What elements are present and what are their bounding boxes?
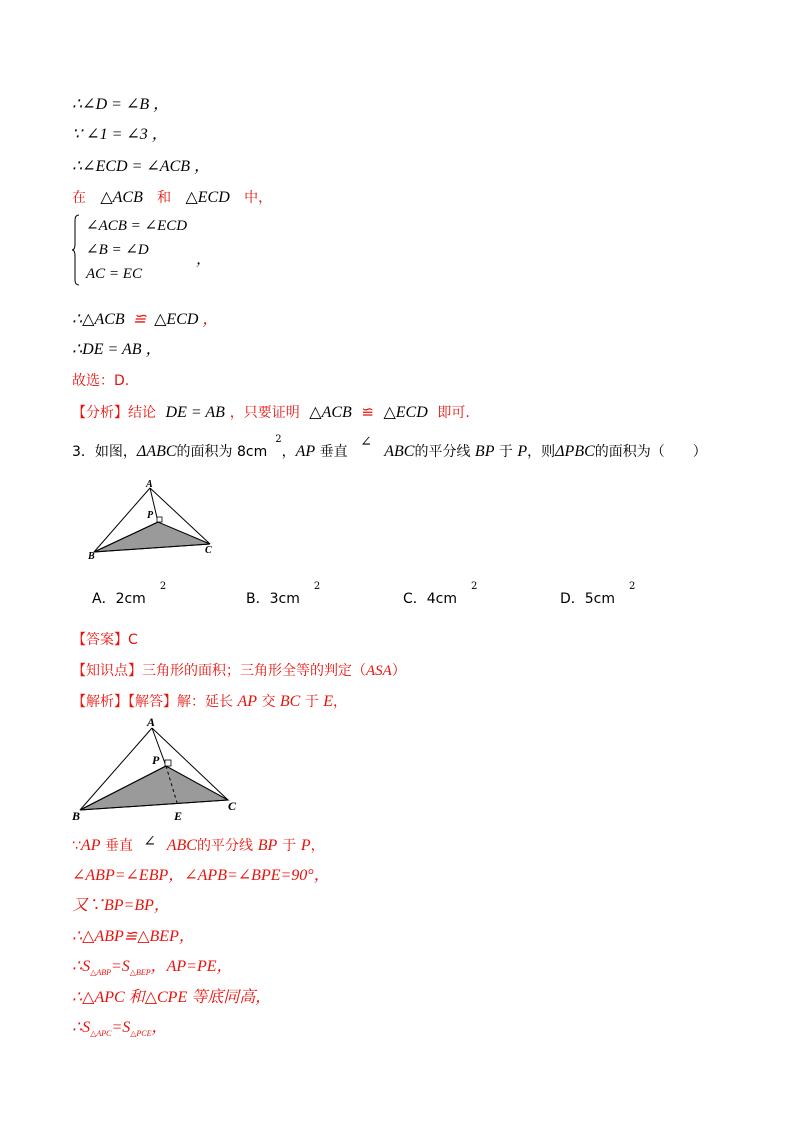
proof-line-3: ∴∠ECD = ∠ACB ， [72, 158, 211, 175]
solution-line-2: ∠ABP=∠EBP，∠APB=∠BPE=90°， [72, 867, 330, 884]
analysis-line: 【分析】结论 DE = AB ，只要证明 △ACB ≌ △ECD 即可. [72, 403, 470, 421]
congruent-line-1: ∴△ACB ≌ △ECD ， [72, 311, 219, 328]
label-b: B [88, 551, 95, 562]
proof-line-2: ∵ ∠1 = ∠3 ， [72, 126, 168, 143]
label-a-2: A [147, 715, 156, 729]
system-line-2: ∠B = ∠D [86, 242, 149, 258]
question-3: 3．如图，ΔABC的面积为 $8cm^2$，AP 垂直 ∠ ABC的平分线 BP 于 P，则ΔPBC的面积为（ ） [72, 434, 707, 460]
choose-line: 故选：D. [72, 373, 130, 389]
label-c: C [205, 545, 212, 556]
option-c[interactable]: C．$4cm^2$ [403, 581, 478, 607]
label-c-2: C [228, 799, 237, 813]
in-triangles-line: 在 △ACB 和 △ECD 中， [72, 189, 273, 206]
answer-line: 【答案】C [72, 632, 138, 648]
solution-line-7: $\therefore S_{\triangle APC}=S_{\triangle PCE}$， [72, 1019, 168, 1039]
equation-system [72, 214, 272, 290]
system-comma: ， [196, 252, 212, 268]
knowledge-line: 【知识点】三角形的面积；三角形全等的判定（ASA） [72, 663, 406, 679]
left-brace-icon [72, 214, 80, 286]
label-p: P [147, 510, 154, 521]
question-figure [88, 478, 228, 562]
solution-line-6: ∴△APC 和△CPE 等底同高， [72, 989, 272, 1006]
solution-line-3: 又∵BP=BP， [72, 897, 170, 914]
solution-line-4: ∴△ABP≌△BEP， [72, 928, 195, 945]
option-d[interactable]: D．$5cm^2$ [560, 581, 636, 607]
option-b[interactable]: B．$3cm^2$ [246, 581, 321, 607]
label-a: A [146, 479, 153, 490]
solution-line-5: $\therefore S_{\triangle ABP}=S_{\triangle BEP}$，AP=PE， [72, 958, 233, 978]
solution-head: 【解析】【解答】解：延长 AP 交 BC 于 E， [72, 693, 348, 710]
option-a[interactable]: A．$2cm^2$ [92, 581, 167, 607]
system-line-3: AC = EC [86, 266, 142, 282]
solution-figure [72, 714, 252, 824]
label-p-2: P [152, 753, 160, 767]
de-ab-line: ∴DE = AB ， [72, 341, 162, 358]
solution-line-1: ∵AP 垂直 ∠ ABC的平分线 BP 于 P， [72, 832, 325, 854]
proof-line-1: ∴∠D = ∠B ， [72, 96, 170, 113]
label-b-2: B [72, 809, 81, 823]
system-line-1: ∠ACB = ∠ECD [86, 218, 188, 234]
label-e-2: E [174, 809, 183, 823]
